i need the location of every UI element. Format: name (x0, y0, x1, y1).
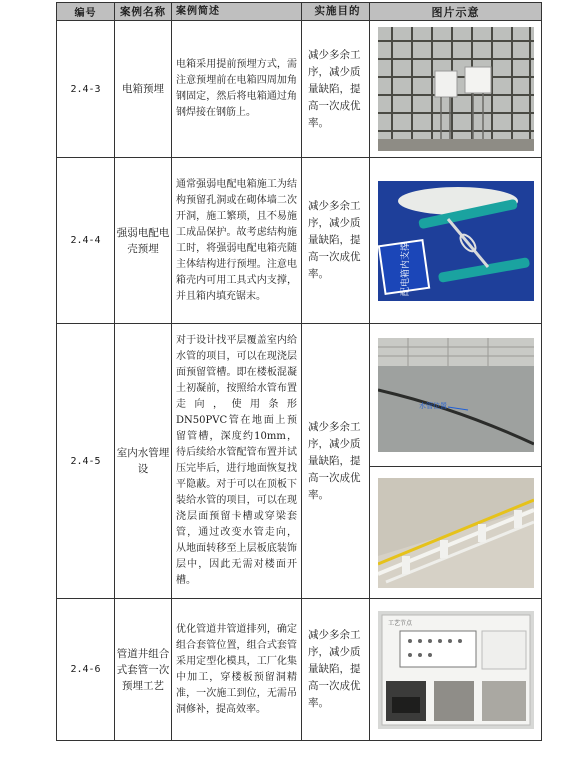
row-desc: 通常强弱电配电箱施工为结构预留孔洞或在砌体墙二次开洞，施工繁琐，且不易施工成品保护。故考虑结构施工时，将强弱电配电箱壳随主体结构进行预埋。注意电箱壳内可用工具式内支撑，并且箱内填充锯末。 (172, 158, 302, 324)
row-name: 管道井组合式套管一次预埋工艺 (115, 599, 172, 741)
header-desc: 案例简述 (172, 3, 302, 21)
row-id: 2.4-4 (57, 158, 115, 324)
row-desc: 优化管道井管道排列，确定组合套管位置，组合式套管采用定型化模具，工厂化集中加工，穿楼板预留洞精准，一次施工到位，无需吊洞修补，提高效率。 (172, 599, 302, 741)
photo-cell (370, 158, 542, 324)
row-name: 室内水管埋设 (115, 324, 172, 599)
table-row (57, 324, 542, 467)
header-id: 编号 (57, 3, 115, 21)
distribution-box-support-photo (378, 181, 534, 301)
pipe-callout-label: 水管位置 (418, 402, 447, 410)
row-goal: 减少多余工序，减少质量缺陷，提高一次成优率。 (302, 21, 370, 158)
floor-pipe-groove-photo (378, 338, 534, 452)
electric-box-photo (378, 27, 534, 151)
row-desc: 电箱采用提前预埋方式，需注意预埋前在电箱四周加角钢固定，然后将电箱通过角钢焊接在钢筋上。 (172, 21, 302, 158)
table-row (57, 158, 542, 324)
photo-cell (370, 21, 542, 158)
ceiling-pipe-photo (378, 478, 534, 588)
photo-cell (370, 599, 542, 741)
row-name: 强弱电配电壳预埋 (115, 158, 172, 324)
photo-cell (370, 467, 542, 599)
case-table (56, 2, 542, 741)
header-img: 图片示意 (370, 3, 542, 21)
row-goal: 减少多余工序，减少质量缺陷，提高一次成优率。 (302, 158, 370, 324)
header-row (57, 3, 542, 21)
row-name: 电箱预埋 (115, 21, 172, 158)
row-id: 2.4-5 (57, 324, 115, 599)
header-goal: 实施目的 (302, 3, 370, 21)
sleeve-template-board-photo (378, 611, 534, 729)
board-title: 工艺节点 (387, 619, 412, 627)
row-id: 2.4-6 (57, 599, 115, 741)
row-id: 2.4-3 (57, 21, 115, 158)
row-goal: 减少多余工序，减少质量缺陷，提高一次成优率。 (302, 324, 370, 599)
row-goal: 减少多余工序，减少质量缺陷，提高一次成优率。 (302, 599, 370, 741)
photo-cell (370, 324, 542, 467)
table-row (57, 21, 542, 158)
table-row (57, 599, 542, 741)
sign-text: 配电箱内支撑 (400, 241, 411, 296)
row-desc: 对于设计找平层覆盖室内给水管的项目，可以在现浇层面预留管槽。即在楼板混凝土初凝前，按照给水管布置走向，使用条形DN50PVC管在地面上预留管槽，深度约10mm，待后续给水管配管布置并试压完毕后，进行地面恢复找平隐蔽。对于可以在顶板下装给水管的项目，可以在现浇层面预留卡槽或穿梁套管，通过改变水管走向， 从地面转移至上层板底装饰层中，因此无需对楼面开槽。 (172, 324, 302, 599)
header-name: 案例名称 (115, 3, 172, 21)
